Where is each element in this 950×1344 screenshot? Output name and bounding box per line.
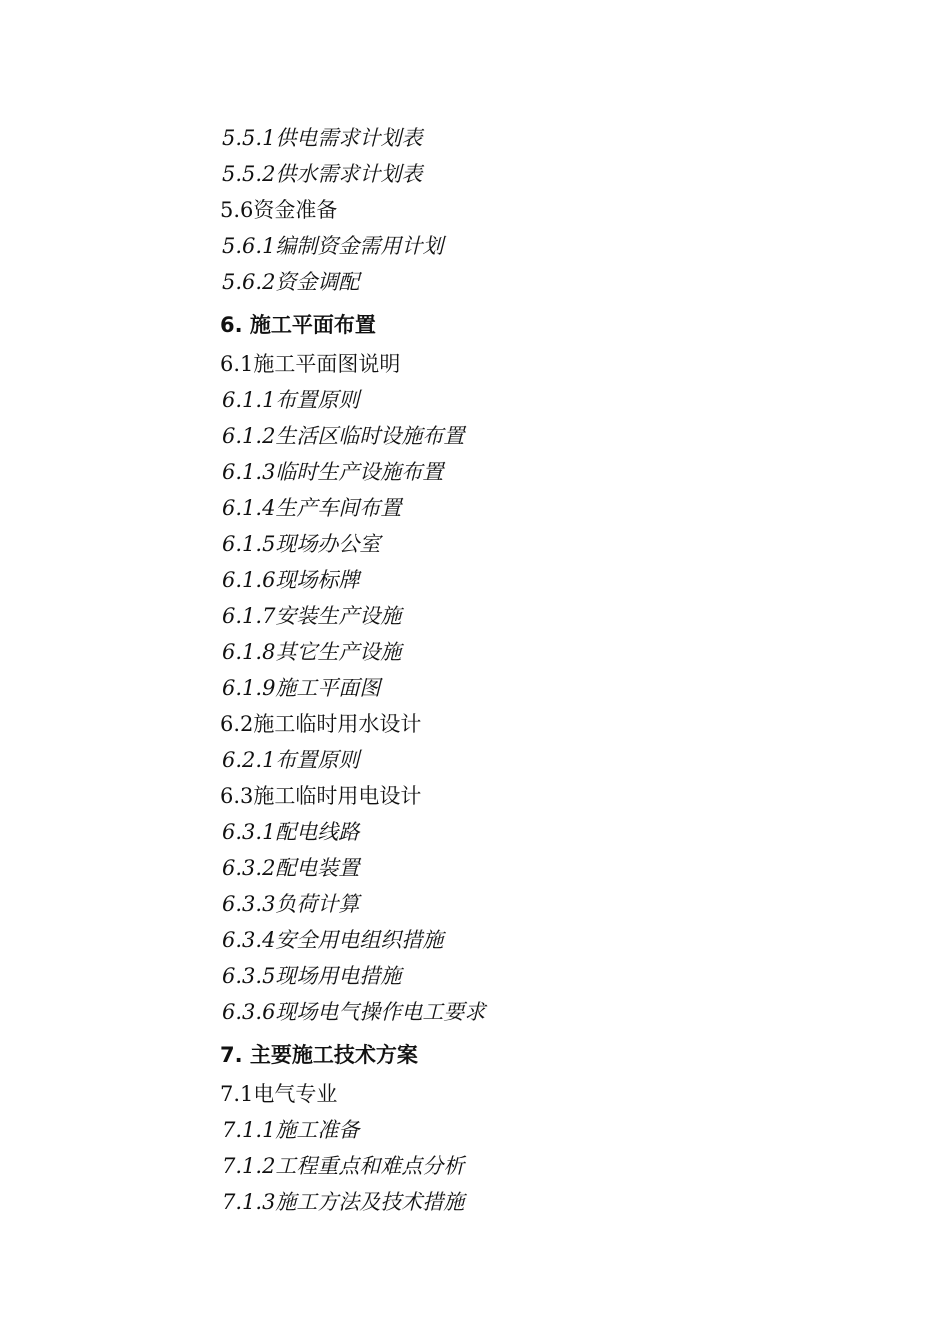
toc-subsection-entry: 6.3.5现场用电措施 [222,964,402,988]
toc-subsection-entry: 6.1.5现场办公室 [222,532,381,556]
toc-subsection-entry: 6.1.7安装生产设施 [222,604,402,628]
toc-subsection-entry: 6.1.8其它生产设施 [222,640,402,664]
toc-subsection-entry: 5.5.2供水需求计划表 [222,162,423,186]
toc-subsection-entry: 7.1.2工程重点和难点分析 [222,1154,465,1178]
toc-subsection-entry: 6.3.3负荷计算 [222,892,360,916]
toc-subsection-entry: 7.1.3施工方法及技术措施 [222,1190,465,1214]
toc-subsection-entry: 6.1.1布置原则 [222,388,360,412]
toc-subsection-entry: 5.6.2资金调配 [222,270,360,294]
toc-section-entry: 6.1施工平面图说明 [220,352,401,376]
toc-section-entry: 5.6资金准备 [220,198,338,222]
toc-subsection-entry: 7.1.1施工准备 [222,1118,360,1142]
toc-subsection-entry: 6.3.1配电线路 [222,820,360,844]
toc-subsection-entry: 6.3.2配电装置 [222,856,360,880]
toc-subsection-entry: 6.2.1布置原则 [222,748,360,772]
toc-section-entry: 6.2施工临时用水设计 [220,712,422,736]
toc-subsection-entry: 6.1.3临时生产设施布置 [222,460,444,484]
toc-subsection-entry: 6.1.9施工平面图 [222,676,381,700]
toc-chapter-heading: 7. 主要施工技术方案 [220,1043,418,1067]
toc-subsection-entry: 6.3.6现场电气操作电工要求 [222,1000,486,1024]
toc-subsection-entry: 6.1.2生活区临时设施布置 [222,424,465,448]
toc-subsection-entry: 5.5.1供电需求计划表 [222,126,423,150]
toc-subsection-entry: 6.1.4生产车间布置 [222,496,402,520]
toc-section-entry: 7.1电气专业 [220,1082,338,1106]
toc-chapter-heading: 6. 施工平面布置 [220,313,376,337]
toc-section-entry: 6.3施工临时用电设计 [220,784,422,808]
table-of-contents [220,120,900,1220]
toc-subsection-entry: 6.3.4安全用电组织措施 [222,928,444,952]
toc-subsection-entry: 5.6.1编制资金需用计划 [222,234,444,258]
toc-subsection-entry: 6.1.6现场标牌 [222,568,360,592]
